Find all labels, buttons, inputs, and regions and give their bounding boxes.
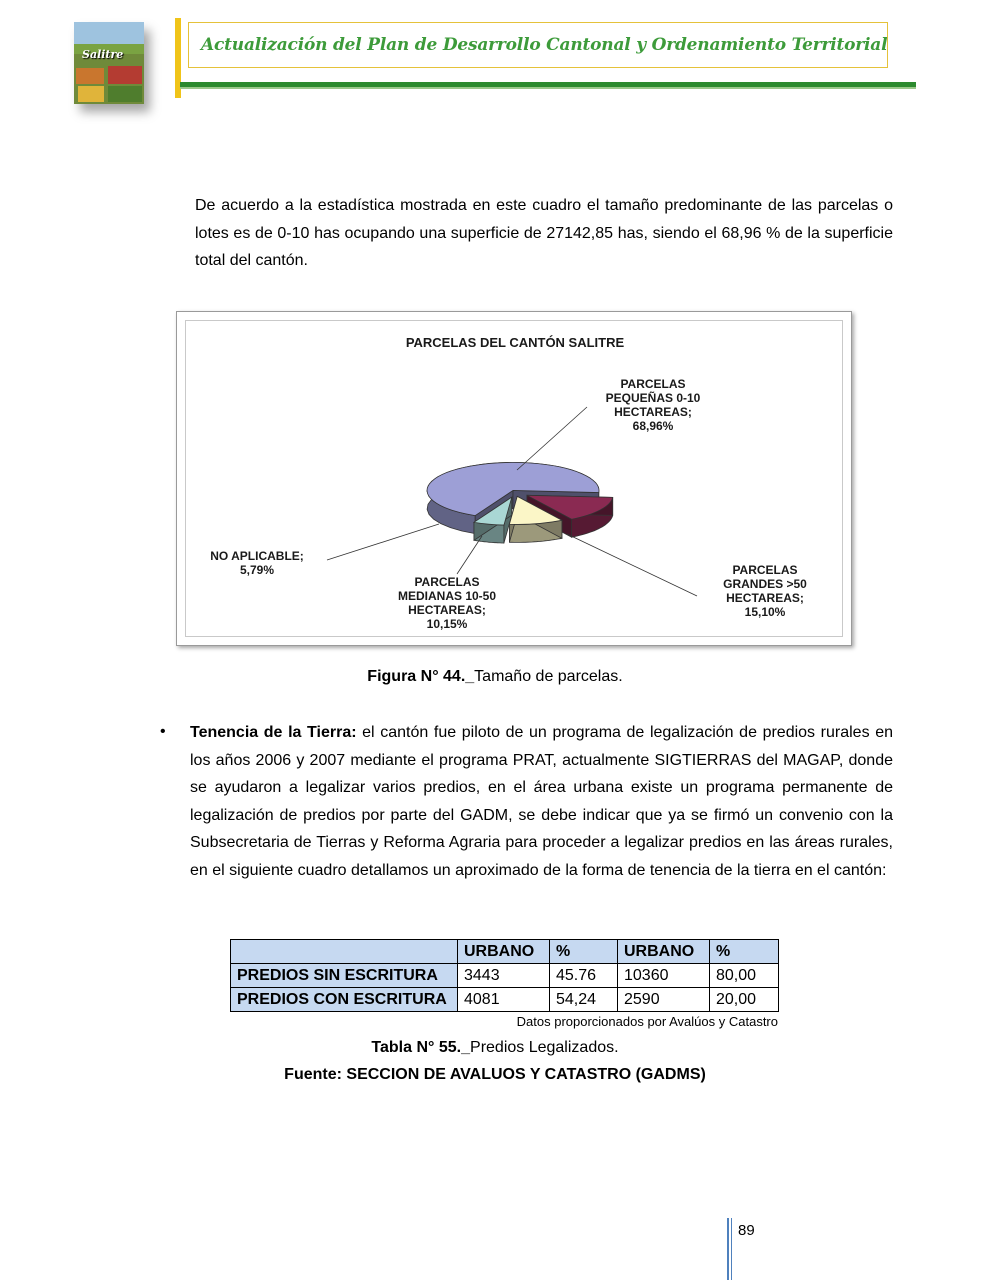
table-header-cell: %	[710, 940, 779, 964]
table-cell: 2590	[618, 988, 710, 1012]
table-row	[231, 964, 779, 988]
table-cell: 3443	[458, 964, 550, 988]
table-row-label: PREDIOS CON ESCRITURA	[231, 988, 458, 1012]
header-rule-shadow	[180, 87, 916, 89]
figure-caption	[0, 668, 990, 686]
table-row	[231, 988, 779, 1012]
pie-leader-line	[327, 524, 439, 560]
figure-caption-number: Figura N° 44._	[367, 668, 475, 685]
logo-sky	[74, 22, 144, 44]
table-cell: 10360	[618, 964, 710, 988]
pie-leader-line	[457, 536, 482, 574]
pie-chart-frame	[176, 311, 852, 646]
pie-leader-line	[517, 407, 587, 470]
page-number: 89	[738, 1222, 755, 1239]
logo-tile	[108, 66, 142, 84]
table-cell: 80,00	[710, 964, 779, 988]
pie-slice-label: PARCELAS GRANDES >50 HECTAREAS; 15,10%	[723, 563, 807, 619]
intro-paragraph: De acuerdo a la estadística mostrada en este cuadro el tamaño predominante de las parcelas o lotes es de 0-10 has ocupando una superficie de 27142,85 has, siendo el 68,96 % de la superficie total del cantón.	[195, 197, 893, 269]
pie-slice-label: NO APLICABLE; 5,79%	[210, 549, 304, 577]
pie-leader-line	[567, 534, 697, 596]
table-caption-number: Tabla N° 55._	[371, 1039, 471, 1056]
table-header-cell	[231, 940, 458, 964]
table-cell: 20,00	[710, 988, 779, 1012]
table-header-cell: URBANO	[618, 940, 710, 964]
table-header-cell: URBANO	[458, 940, 550, 964]
logo-tile	[108, 86, 142, 102]
footer-rule	[731, 1218, 732, 1280]
figure-caption-text: Tamaño de parcelas.	[474, 668, 623, 685]
table-cell: 54,24	[550, 988, 618, 1012]
table-source-note: Datos proporcionados por Avalúos y Catastro	[516, 1014, 778, 1029]
tenencia-text: el cantón fue piloto de un programa de legalización de predios rurales en los años 2006 y 2007 mediante el programa PRAT, actualmente SIGTIERRAS del MAGAP, donde se ayudaron a legalizar varios predios, en el área urbana existe un programa permanente de legalización de predios por parte del GADM, se debe indicar que ya se firmó un convenio con la Subsecretaria de Tierras y Reforma Agraria para proceder a legalizar predios en las áreas rurales, en el siguiente cuadro detallamos un aproximado de la forma de tenencia de la tierra en el cantón:	[190, 724, 893, 879]
table-caption-text: Predios Legalizados.	[470, 1039, 619, 1056]
table-source: Fuente: SECCION DE AVALUOS Y CATASTRO (GADMS)	[284, 1066, 706, 1083]
tenencia-heading: Tenencia de la Tierra:	[190, 724, 357, 741]
salitre-logo	[74, 22, 144, 104]
pie-slice-label: PARCELAS PEQUEÑAS 0-10 HECTAREAS; 68,96%	[605, 377, 701, 433]
logo-tile	[76, 68, 104, 84]
header-title: Actualización del Plan de Desarrollo Cantonal y Ordenamiento Territorial	[201, 35, 888, 55]
table-caption	[0, 1039, 990, 1057]
footer-rule	[727, 1218, 729, 1280]
bullet-point: •	[160, 723, 166, 740]
header-title-box	[188, 22, 888, 68]
logo-text: Salitre	[82, 48, 124, 61]
table-header-row	[231, 940, 779, 964]
pie-slice-label: PARCELAS MEDIANAS 10-50 HECTAREAS; 10,15%	[397, 575, 497, 631]
tenencia-paragraph	[190, 719, 893, 884]
table-cell: 4081	[458, 988, 550, 1012]
pie-chart	[177, 312, 853, 647]
table-header-cell: %	[550, 940, 618, 964]
table-cell: 45.76	[550, 964, 618, 988]
table-row-label: PREDIOS SIN ESCRITURA	[231, 964, 458, 988]
logo-tile	[78, 86, 104, 102]
chart-title: PARCELAS DEL CANTÓN SALITRE	[405, 335, 625, 350]
predios-table	[230, 939, 779, 1012]
